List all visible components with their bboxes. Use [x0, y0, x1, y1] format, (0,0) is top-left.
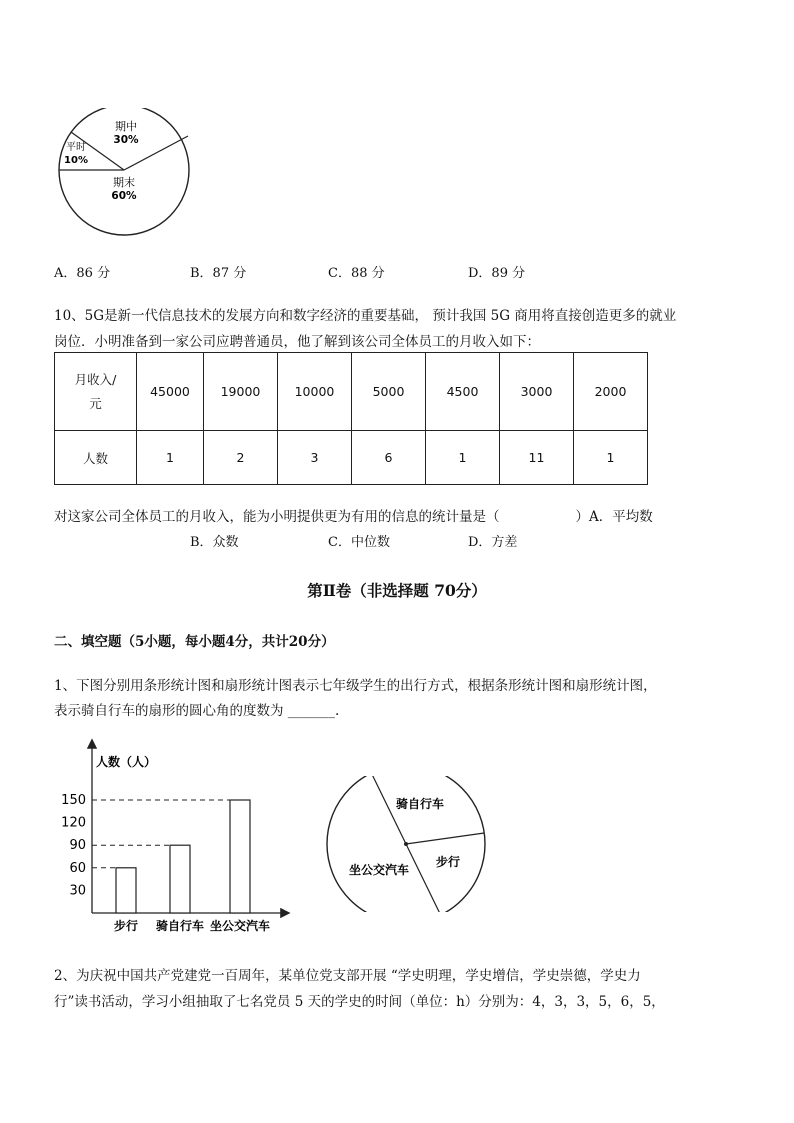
income-row-header — [55, 353, 137, 431]
q10-question-text: 对这家公司全体员工的月收入，能为小明提供更为有用的信息的统计量是（ — [54, 509, 500, 525]
grade-pie-chart — [54, 108, 194, 244]
q1-text-line2: 表示骑自行车的扇形的圆心角的度数为 _______. — [54, 703, 340, 719]
count-cell: 6 — [352, 431, 426, 485]
count-cell: 2 — [204, 431, 278, 485]
income-cell: 2000 — [574, 353, 648, 431]
income-cell: 3000 — [500, 353, 574, 431]
grade-pie-label-final: 期末 — [113, 176, 135, 189]
q9-option-b[interactable]: B．87 分 — [190, 266, 247, 281]
count-cell: 1 — [574, 431, 648, 485]
bar-y-label: 人数（人） — [96, 755, 157, 769]
bar-1 — [170, 845, 190, 913]
bar-y-tick-label: 30 — [69, 883, 86, 899]
section2-heading: 二、填空题（5小题，每小题4分，共计20分） — [54, 634, 335, 650]
q10-question — [54, 505, 653, 525]
part2-title: 第Ⅱ卷（非选择题 70分） — [307, 581, 487, 600]
count-cell: 1 — [137, 431, 204, 485]
income-cell: 45000 — [137, 353, 204, 431]
grade-pie-label-midterm: 期中 — [115, 120, 137, 133]
bar-y-tick-label: 90 — [69, 838, 86, 854]
count-cell: 11 — [500, 431, 574, 485]
bar-0 — [116, 868, 136, 913]
q9-option-d[interactable]: D．89 分 — [468, 266, 526, 281]
q2-text-line2: 行”读书活动，学习小组抽取了七名党员 5 天的学史的时间（单位：h）分别为：4，3，3，5，6，5， — [54, 994, 665, 1010]
income-header-line1: 月收入/ — [74, 371, 117, 387]
count-row-header: 人数 — [55, 431, 137, 485]
grade-pie-label-regular: 平时 — [66, 142, 86, 153]
q10-text-line2: 岗位．小明准备到一家公司应聘普通员，他了解到该公司全体员工的月收入如下： — [54, 334, 540, 350]
q9-option-a[interactable]: A．86 分 — [54, 266, 111, 281]
q9-option-c[interactable]: C．88 分 — [328, 266, 385, 281]
travel-pie-center — [404, 842, 408, 846]
travel-pie-label-walk: 步行 — [435, 855, 461, 869]
q10-option-a[interactable]: ）A．平均数 — [575, 509, 653, 525]
grade-pie-pct-regular: 10% — [64, 155, 88, 166]
income-header-line2: 元 — [89, 395, 102, 411]
income-cell: 19000 — [204, 353, 278, 431]
bar-category-label: 骑自行车 — [155, 919, 205, 933]
income-cell: 10000 — [278, 353, 352, 431]
bar-y-tick-label: 120 — [61, 815, 86, 831]
bar-category-label: 步行 — [113, 919, 139, 933]
count-row — [55, 431, 648, 485]
bar-y-tick-label: 150 — [61, 793, 86, 808]
income-cell: 4500 — [426, 353, 500, 431]
income-row — [55, 353, 648, 431]
q1-text-line1: 1、下图分别用条形统计图和扇形统计图表示七年级学生的出行方式，根据条形统计图和扇形统计图， — [54, 678, 657, 694]
bar-category-label: 坐公交汽车 — [209, 919, 271, 933]
q10-option-c[interactable]: C．中位数 — [328, 535, 390, 550]
count-cell: 3 — [278, 431, 352, 485]
q10-option-b[interactable]: B．众数 — [190, 535, 239, 550]
income-cell: 5000 — [352, 353, 426, 431]
income-table — [54, 352, 648, 485]
bar-2 — [230, 800, 250, 913]
travel-pie-label-bus: 坐公交汽车 — [348, 863, 410, 877]
travel-pie-label-bike: 骑自行车 — [395, 797, 445, 811]
travel-bar-chart — [54, 735, 304, 940]
q2-text-line1: 2、为庆祝中国共产党建党一百周年，某单位党支部开展 “学史明理，学史增信，学史崇德，学史力 — [54, 968, 641, 984]
travel-pie-chart — [322, 776, 490, 912]
bar-y-tick-label: 60 — [69, 860, 86, 876]
q10-text-line1: 10、5G是新一代信息技术的发展方向和数字经济的重要基础， 预计我国 5G 商用将直接创造更多的就业 — [54, 308, 677, 324]
count-cell: 1 — [426, 431, 500, 485]
grade-pie-pct-final: 60% — [111, 190, 137, 202]
q10-option-d[interactable]: D．方差 — [468, 535, 518, 550]
grade-pie-pct-midterm: 30% — [113, 134, 139, 146]
